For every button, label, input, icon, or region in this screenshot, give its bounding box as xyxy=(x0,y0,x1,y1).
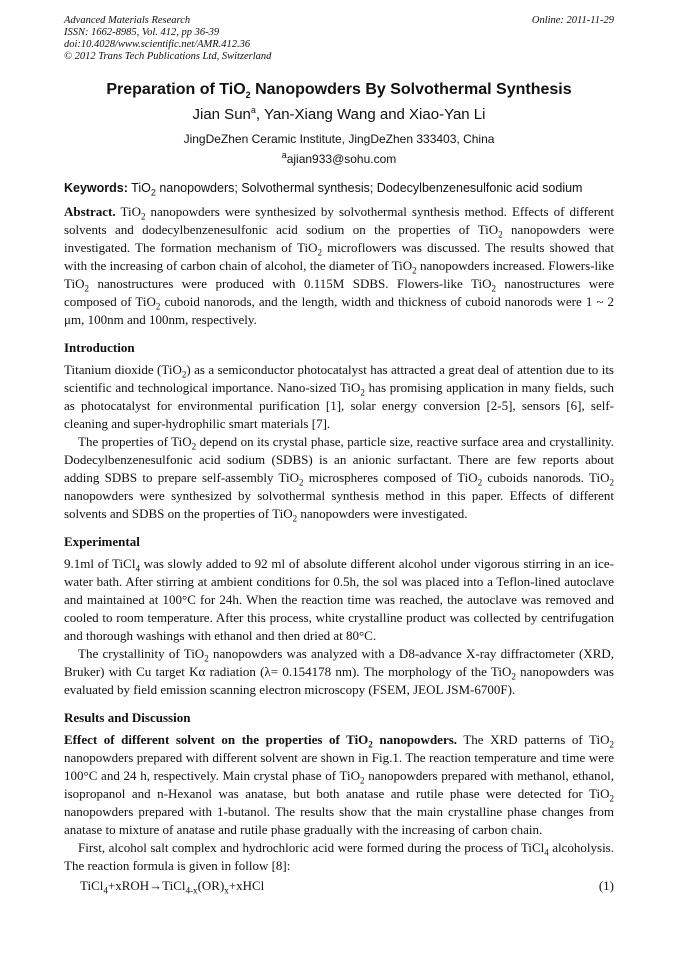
subscript: x xyxy=(224,885,229,896)
text-run: nanopowders prepared with 1-butanol. The results show that the main crystalline phase changes from anatase to mixture of anatase and rutile phase gradually with the increasing of carbon chain. xyxy=(64,804,614,837)
text-run: nanostructures were produced with 0.115M SDBS. Flowers-like TiO xyxy=(88,276,492,291)
subscript: 2 xyxy=(368,739,373,750)
text-run: was slowly added to 92 ml of absolute different alcohol under vigorous stirring in an ice-water bath. After stirring at ambient conditions for 0.5h, the sol was placed into a Teflon-lined autoclave and maintained at 100°C for 24h. When the reaction time was reached, the autoclave was removed and cooled to room temperature. After this process, white crystalline product was collected by centrifugation and thorough washings with ethanol and then dried at 80°C. xyxy=(64,556,614,643)
text-run: +xROH→TiCl xyxy=(107,878,186,893)
text-run: The XRD patterns of TiO xyxy=(457,732,610,747)
text-run: nanopowders increased. Flowers-like TiO xyxy=(64,258,614,291)
paragraph xyxy=(64,731,614,839)
paragraph xyxy=(64,555,614,645)
text-run: microspheres composed of TiO xyxy=(303,470,478,485)
subscript: 4 xyxy=(103,885,108,896)
text-run: nanopowders were investigated. The formation mechanism of TiO xyxy=(64,222,614,255)
text-run: depend on its crystal phase, particle size, reactive surface area and crystallinity. Dodecylbenzenesulfonic acid sodium (SDBS) is an anionic surfactant. There are few reports about adding SDBS to prepare self-assembly TiO xyxy=(64,434,614,485)
keywords-sub: 2 xyxy=(150,187,156,198)
keywords xyxy=(64,181,624,198)
bold-run: Effect of different solvent on the properties of TiO xyxy=(64,732,369,747)
issn: ISSN: 1662-8985, Vol. 412, pp 36-39 xyxy=(64,27,220,38)
text-run: ) as a semiconductor photocatalyst has attracted a great deal of attention due to its scientific and technological importance. Nano-sized TiO xyxy=(64,362,614,395)
paragraph xyxy=(64,361,614,433)
text-run: alcoholysis. The reaction formula is given in follow [8]: xyxy=(64,840,614,873)
subscript: 2 xyxy=(140,211,146,222)
subscript: 2 xyxy=(155,301,161,312)
paper-body xyxy=(64,203,614,895)
paragraph xyxy=(64,433,614,523)
subscript: 2 xyxy=(609,739,615,750)
text-run: nanopowders were synthesized by solvothermal synthesis method in this paper. Effects of different solvents and SDBS on the properties of TiO xyxy=(64,488,614,521)
author-affil-mark: a xyxy=(250,105,256,115)
text-run: Titanium dioxide (TiO xyxy=(64,362,182,377)
copyright: © 2012 Trans Tech Publications Ltd, Switzerland xyxy=(64,51,272,62)
bold-run: nanopowders. xyxy=(372,732,458,747)
paper-title xyxy=(0,81,678,99)
text-run: nanopowders was evaluated by field emission scanning electron microscopy (FSEM, JEOL JSM-6700F). xyxy=(64,664,614,697)
author-rest: , Yan-Xiang Wang and Xiao-Yan Li xyxy=(255,106,486,123)
text-run: The crystallinity of TiO xyxy=(78,646,205,661)
title-text: Preparation of TiO xyxy=(106,81,246,98)
equation-formula xyxy=(80,877,264,895)
text-run: has promising application in many fields, such as photocatalyst for environmental purification [1], solar energy conversion [2-5], sensors [6], self-cleaning and super-hydrophilic smart materials [7]. xyxy=(64,380,615,431)
subscript: 2 xyxy=(360,775,365,786)
section-heading: Experimental xyxy=(64,534,140,549)
email-address: ajian933@sohu.com xyxy=(286,152,397,166)
section-heading: Results and Discussion xyxy=(64,710,191,725)
subscript: 2 xyxy=(292,513,298,524)
subscript: 4 xyxy=(544,847,549,858)
equation xyxy=(64,877,614,895)
text-run: nanopowders were investigated. xyxy=(297,506,468,521)
text-run: nanopowders prepared with methanol, ethanol, isopropanol and n-Hexanol was anatase, but both anatase and rutile phase were detected for TiO xyxy=(64,768,614,801)
title-sub: 2 xyxy=(245,90,251,101)
paragraph xyxy=(64,645,614,699)
subscript: 2 xyxy=(609,793,614,804)
authors xyxy=(0,106,678,123)
keywords-text-2: nanopowders; Solvothermal synthesis; Dodecylbenzenesulfonic acid sodium xyxy=(155,181,583,195)
equation-number: (1) xyxy=(598,878,614,893)
subscript: 4-x xyxy=(185,885,198,896)
subscript: 2 xyxy=(609,477,614,488)
title-text-2: Nanopowders By Solvothermal Synthesis xyxy=(250,81,572,98)
subscript: 2 xyxy=(191,441,197,452)
text-run: nanopowders prepared with different solvent are shown in Fig.1. The reaction temperature and time were 100°C and 24 h, respectively. Main crystal phase of TiO xyxy=(64,750,614,783)
email-mark: a xyxy=(281,150,287,160)
subscript: 2 xyxy=(491,283,496,294)
subscript: 2 xyxy=(511,671,516,682)
text-run: TiO xyxy=(115,204,141,219)
text-run: nanostructures were composed of TiO xyxy=(64,276,614,309)
subscript: 2 xyxy=(181,369,187,380)
text-run: cuboids nanorods. TiO xyxy=(482,470,610,485)
keywords-text: TiO xyxy=(127,181,151,195)
subscript: 2 xyxy=(317,247,322,258)
online-date: Online: 2011-11-29 xyxy=(531,15,614,26)
paragraph xyxy=(64,839,614,875)
subscript: 2 xyxy=(84,283,89,294)
text-run: 9.1ml of TiCl xyxy=(64,556,136,571)
text-run: (OR) xyxy=(197,878,225,893)
text-run: nanopowders was analyzed with a D8-advance X-ray diffractometer (XRD, Bruker) with Cu target Kα radiation (λ= 0.154178 nm). The morphology of the TiO xyxy=(64,646,614,679)
text-run: cuboid nanorods, and the length, width and thickness of cuboid nanorods were 1 ~ 2 μm, 100nm and 100nm, respectively. xyxy=(64,294,614,327)
journal-header xyxy=(64,15,614,63)
subscript: 2 xyxy=(360,387,365,398)
text-run: TiCl xyxy=(80,878,104,893)
text-run: The properties of TiO xyxy=(78,434,192,449)
text-run: +xHCl xyxy=(228,878,265,893)
email xyxy=(0,152,678,166)
text-run: nanopowders were synthesized by solvothermal synthesis method. Effects of different solvents and dodecylbenzenesulfonic acid sodium on the properties of TiO xyxy=(64,204,614,237)
doi: doi:10.4028/www.scientific.net/AMR.412.36 xyxy=(64,39,251,50)
subscript: 2 xyxy=(299,477,304,488)
subscript: 2 xyxy=(498,229,503,240)
subscript: 2 xyxy=(477,477,483,488)
subscript: 2 xyxy=(204,653,209,664)
bold-run: Abstract. xyxy=(64,204,116,219)
author-1: Jian Sun xyxy=(192,106,251,123)
affiliation: JingDeZhen Ceramic Institute, JingDeZhen 333403, China xyxy=(183,132,495,146)
journal-name: Advanced Materials Research xyxy=(64,15,191,26)
section-heading: Introduction xyxy=(64,340,135,355)
paragraph xyxy=(64,203,614,329)
keywords-label: Keywords: xyxy=(64,181,128,195)
text-run: microflowers was discussed. The results showed that with the increasing of carbon chain of alcohol, the diameter of TiO xyxy=(64,240,615,273)
text-run: First, alcohol salt complex and hydrochloric acid were formed during the process of TiCl xyxy=(78,840,545,855)
subscript: 4 xyxy=(135,563,140,574)
subscript: 2 xyxy=(412,265,417,276)
